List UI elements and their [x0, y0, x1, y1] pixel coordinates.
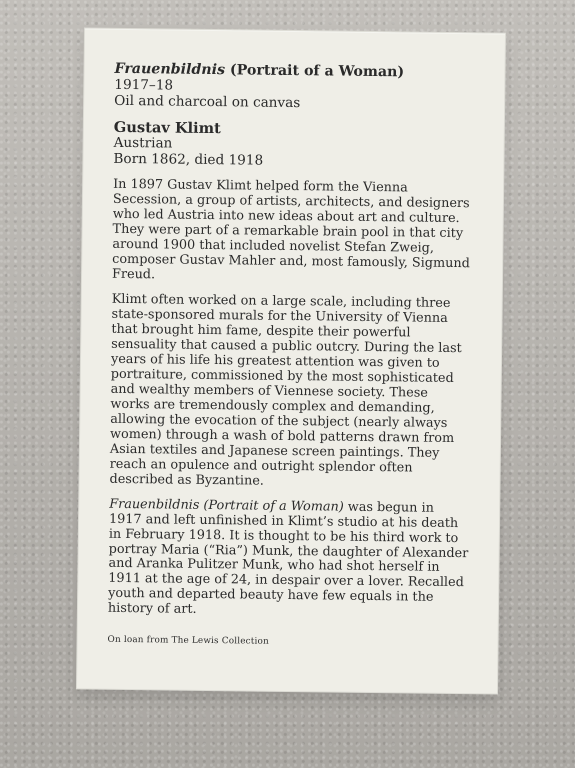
label-paragraph-1: In 1897 Gustav Klimt helped form the Vienna Secession, a group of artists, architects, and designers who led Austria into new ideas about art and culture. They were part of a remarkable brain pool in that city around 1900 that included novelist Stefan Zweig, composer Gustav Mahler and, most famously, Sigmund Freud.: [111, 177, 470, 283]
credit-line: On loan from The Lewis Collection: [107, 635, 269, 648]
artwork-title-rest: (Portrait of a Woman): [224, 62, 405, 81]
artist-name: Gustav Klimt: [113, 119, 221, 138]
artwork-title-italic: Frauenbildnis: [114, 60, 226, 79]
artist-nationality: Austrian: [113, 135, 173, 152]
label-paragraph-2: Klimt often worked on a large scale, including three state-sponsored murals for the University of Vienna that brought him fame, despite their powerful sensuality that caused a public outcry. During the last years of his life his greatest attention was given to portraiture, commissioned by the most sophisticated and wealthy members of Viennese society. These works are tremendously complex and demanding, allowing the evocation of the subject (nearly always women) through a wash of bold patterns drawn from Asian textiles and Japanese screen paintings. They reach an opulence and outright splendor often described as Byzantine.: [109, 291, 462, 489]
artwork-medium: Oil and charcoal on canvas: [114, 92, 301, 111]
label-paragraph-3-rest: was begun in 1917 and left unfinished in Klimt’s studio at his death in February 1918. It is thought to be his third work to portray Maria (“Ria”) Munk, the daughter of Alexander and Aranka Pulitzer Munk, who had shot herself in 1911 at the age of 24, in despair over a lover. Recalled youth and departed beauty have few equals in the history of art.: [107, 499, 469, 618]
label-paragraph-3: [108, 497, 469, 621]
museum-label-card: [76, 27, 506, 694]
label-paragraph-3-title: Frauenbildnis (Portrait of a Woman): [109, 496, 344, 515]
artist-life: Born 1862, died 1918: [113, 151, 264, 169]
artwork-date: 1917–18: [114, 76, 174, 94]
label-content: [107, 61, 474, 675]
